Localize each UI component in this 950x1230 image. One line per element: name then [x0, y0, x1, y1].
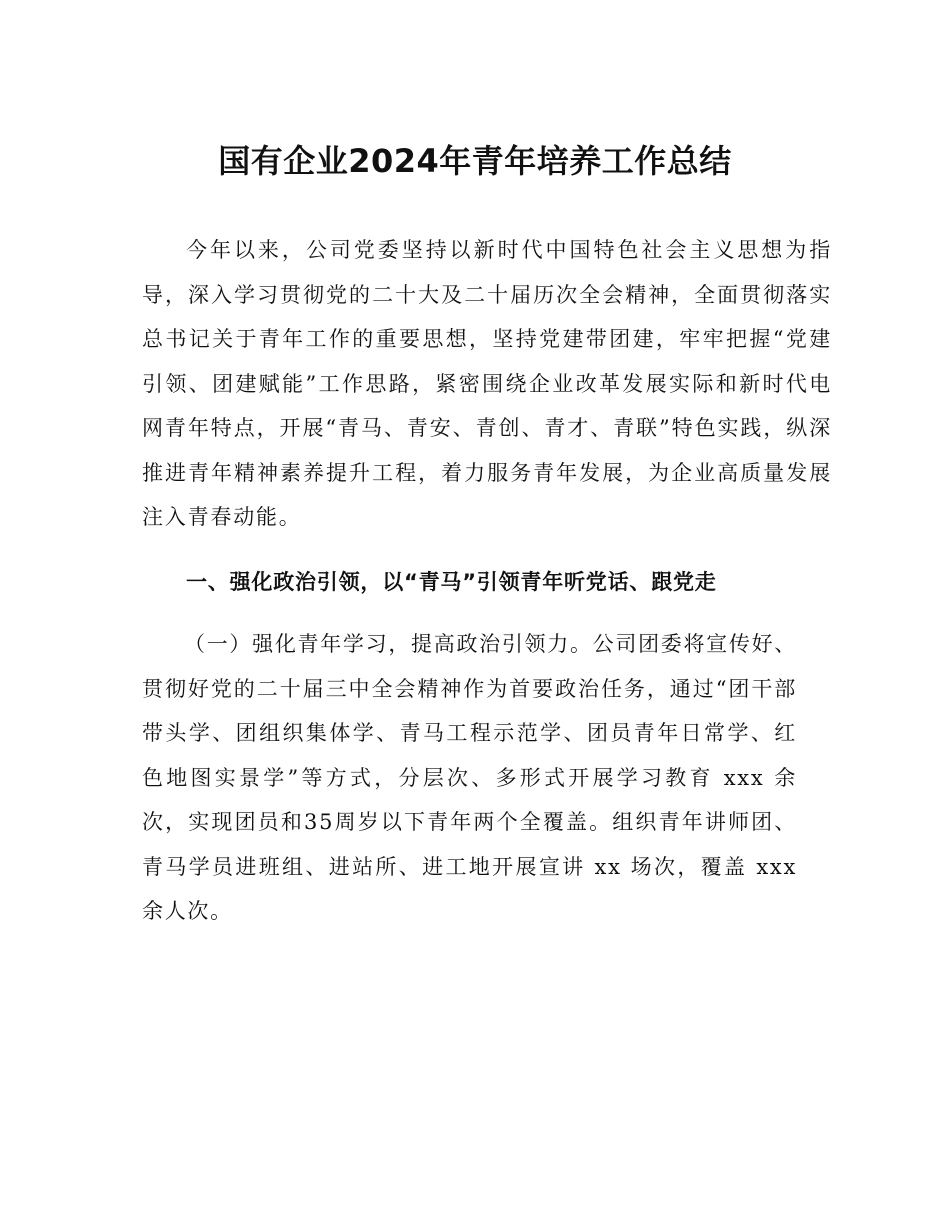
document-body — [142, 228, 832, 934]
section-paragraph: （一）强化青年学习，提高政治引领力。公司团委将宣传好、贯彻好党的二十届三中全会精神作为首要政治任务，通过“团干部带头学、团组织集体学、青马工程示范学、团员青年日常学、红色地图实景学”等方式，分层次、多形式开展学习教育 xxx 余次，实现团员和35周岁以下青年两个全覆盖。组织青年讲师团、青马学员进班组、进站所、进工地开展宣讲 xx 场次，覆盖 xxx 余人次。 — [142, 632, 797, 923]
document-title: 国有企业2024年青年培养工作总结 — [218, 142, 732, 181]
section-heading: 一、强化政治引领，以“青马”引领青年听党话、跟党走 — [186, 569, 717, 594]
intro-paragraph: 今年以来，公司党委坚持以新时代中国特色社会主义思想为指导，深入学习贯彻党的二十大及二十届历次全会精神，全面贯彻落实总书记关于青年工作的重要思想，坚持党建带团建，牢牢把握“党建引领、团建赋能”工作思路，紧密围绕企业改革发展实际和新时代电网青年特点，开展“青马、青安、青创、青才、青联”特色实践，纵深推进青年精神素养提升工程，着力服务青年发展，为企业高质量发展注入青春动能。 — [142, 238, 832, 529]
